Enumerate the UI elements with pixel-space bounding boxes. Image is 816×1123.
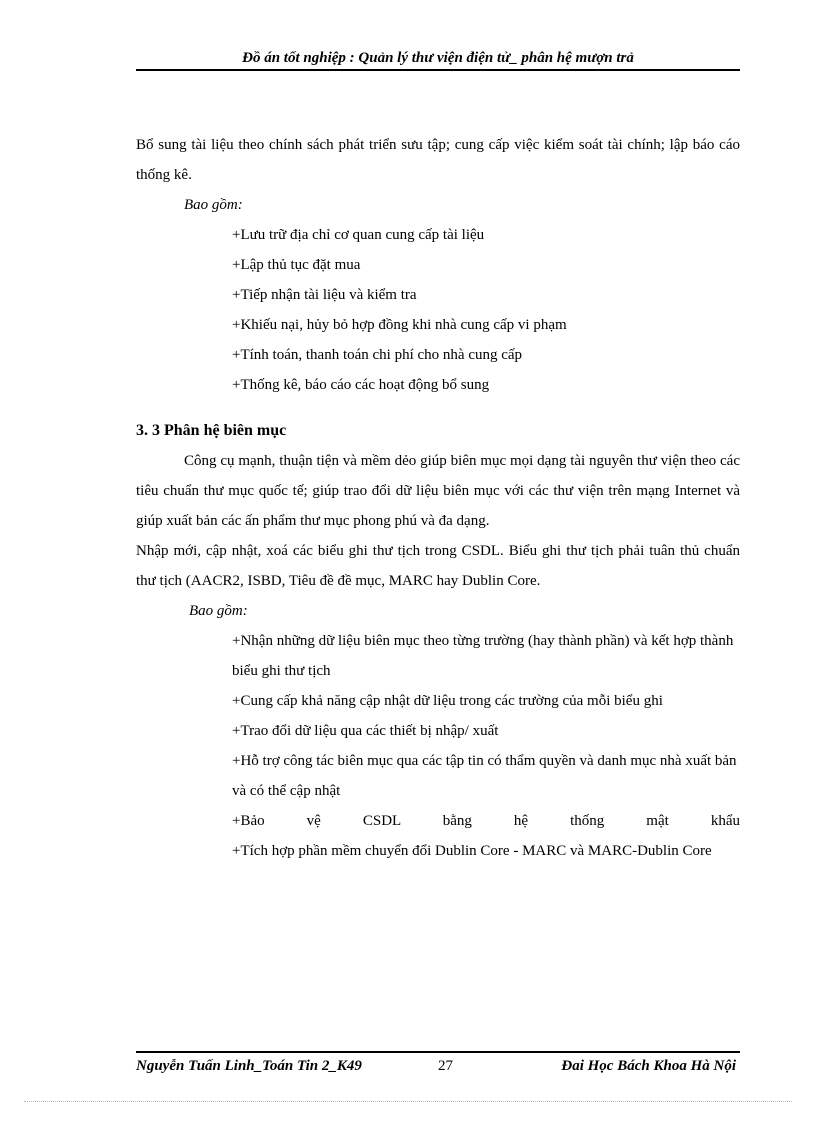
list-item: +Bảo vệ CSDL bằng hệ thống mật khẩu bbox=[232, 813, 740, 829]
bosung-list bbox=[136, 220, 740, 400]
list-item: +Cung cấp khả năng cập nhật dữ liệu trong các trường của mỗi biểu ghi bbox=[232, 693, 663, 709]
list-item: +Tiếp nhận tài liệu và kiểm tra bbox=[232, 287, 417, 303]
page-header-title: Đồ án tốt nghiệp : Quản lý thư viện điện tử_ phân hệ mượn trả bbox=[242, 50, 634, 66]
list-item: +Nhận những dữ liệu biên mục theo từng trường (hay thành phần) và kết hợp thành biểu ghi thư tịch bbox=[232, 633, 734, 679]
page-bottom-divider bbox=[24, 1101, 792, 1102]
footer-divider bbox=[136, 1051, 740, 1053]
footer-author: Nguyễn Tuấn Linh_Toán Tin 2_K49 bbox=[136, 1058, 362, 1074]
bosung-label: Bao gồm: bbox=[184, 197, 243, 213]
bosung-intro: Bổ sung tài liệu theo chính sách phát triển sưu tập; cung cấp việc kiểm soát tài chính; lập báo cáo thống kê. bbox=[136, 137, 740, 183]
header-divider bbox=[136, 69, 740, 71]
list-item: +Khiếu nại, hủy bỏ hợp đồng khi nhà cung cấp vi phạm bbox=[232, 317, 567, 333]
bienmuc-label: Bao gồm: bbox=[189, 603, 248, 619]
list-item: +Tích hợp phần mềm chuyển đổi Dublin Core - MARC và MARC-Dublin Core bbox=[232, 843, 712, 859]
list-item: +Tính toán, thanh toán chi phí cho nhà cung cấp bbox=[232, 347, 523, 363]
page-body bbox=[136, 130, 740, 866]
bienmuc-paragraph-2: Nhập mới, cập nhật, xoá các biểu ghi thư tịch trong CSDL. Biểu ghi thư tịch phải tuân thủ chuẩn thư tịch (AACR2, ISBD, Tiêu đề đề mục, MARC hay Dublin Core. bbox=[136, 543, 740, 589]
list-item: +Lưu trữ địa chỉ cơ quan cung cấp tài liệu bbox=[232, 227, 485, 243]
bienmuc-list bbox=[136, 626, 740, 866]
footer-school: Đai Học Bách Khoa Hà Nội bbox=[561, 1058, 736, 1074]
list-item: +Lập thủ tục đặt mua bbox=[232, 257, 361, 273]
section-heading: 3. 3 Phân hệ biên mục bbox=[136, 422, 287, 439]
bienmuc-paragraph-1: Công cụ mạnh, thuận tiện và mềm dẻo giúp biên mục mọi dạng tài nguyên thư viện theo các tiêu chuẩn thư mục quốc tế; giúp trao đổi dữ liệu biên mục với các thư viện trên mạng Internet và giúp xuất bản các ấn phẩm thư mục phong phú và đa dạng. bbox=[136, 453, 740, 529]
list-item: +Hỗ trợ công tác biên mục qua các tập tin có thẩm quyền và danh mục nhà xuất bản và có thể cập nhật bbox=[232, 753, 737, 799]
list-item: +Trao đổi dữ liệu qua các thiết bị nhập/ xuất bbox=[232, 723, 499, 739]
footer-page-number: 27 bbox=[438, 1058, 453, 1074]
list-item: +Thống kê, báo cáo các hoạt động bổ sung bbox=[232, 377, 490, 393]
